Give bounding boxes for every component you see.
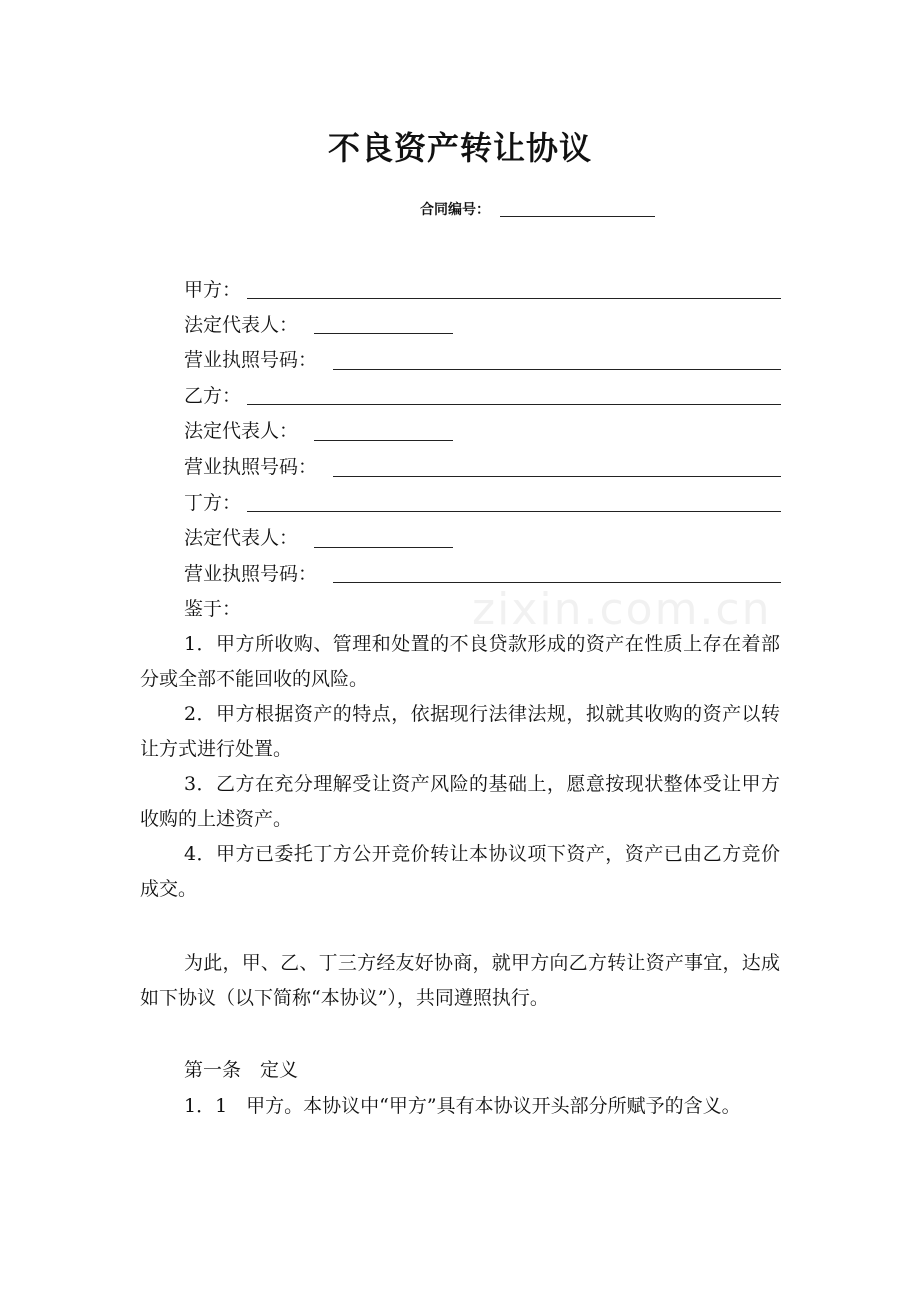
party-a-license-label: 营业执照号码： bbox=[184, 349, 318, 371]
recital-paragraph: 3．乙方在充分理解受让资产风险的基础上，愿意按现状整体受让甲方收购的上述资产。 bbox=[140, 773, 780, 830]
party-b-label: 乙方： bbox=[184, 385, 242, 407]
recital-paragraph: 4．甲方已委托丁方公开竞价转让本协议项下资产，资产已由乙方竞价成交。 bbox=[140, 843, 780, 900]
recital-paragraph: 2．甲方根据资产的特点，依据现行法律法规，拟就其收购的资产以转让方式进行处置。 bbox=[140, 703, 780, 760]
party-a-license-blank-line bbox=[333, 369, 781, 370]
party-b-representative-label: 法定代表人： bbox=[184, 420, 299, 442]
party-a-representative-blank-line bbox=[314, 333, 453, 334]
whereas-label: 鉴于： bbox=[184, 598, 242, 620]
recital-paragraph: 1．甲方所收购、管理和处置的不良贷款形成的资产在性质上存在着部分或全部不能回收的风险。 bbox=[140, 633, 780, 690]
watermark: zixin.com.cn bbox=[472, 584, 772, 635]
party-d-label: 丁方： bbox=[184, 492, 242, 514]
document-title: 不良资产转让协议 bbox=[327, 129, 592, 167]
party-d-representative-label: 法定代表人： bbox=[184, 527, 299, 549]
contract-number-field bbox=[420, 198, 490, 222]
party-b-license-label: 营业执照号码： bbox=[184, 456, 318, 478]
party-d-license-blank-line bbox=[333, 582, 781, 583]
party-b-representative-blank-line bbox=[314, 440, 453, 441]
party-a-label: 甲方： bbox=[184, 279, 242, 301]
party-d-license-label: 营业执照号码： bbox=[184, 563, 318, 585]
party-b-blank-line bbox=[247, 404, 781, 405]
contract-number-label: 合同编号： bbox=[420, 202, 490, 218]
agreement-intro-paragraph: 为此，甲、乙、丁三方经友好协商，就甲方向乙方转让资产事宜，达成如下协议（以下简称“本协议”），共同遵照执行。 bbox=[140, 952, 780, 1009]
party-d-representative-blank-line bbox=[314, 547, 453, 548]
party-a-blank-line bbox=[247, 298, 781, 299]
contract-number-blank-line bbox=[500, 216, 655, 217]
party-d-blank-line bbox=[247, 511, 781, 512]
party-a-representative-label: 法定代表人： bbox=[184, 314, 299, 336]
clause-paragraph: 1．1 甲方。本协议中“甲方”具有本协议开头部分所赋予的含义。 bbox=[184, 1095, 741, 1117]
party-b-license-blank-line bbox=[333, 476, 781, 477]
article-heading: 第一条 定义 bbox=[184, 1059, 299, 1081]
